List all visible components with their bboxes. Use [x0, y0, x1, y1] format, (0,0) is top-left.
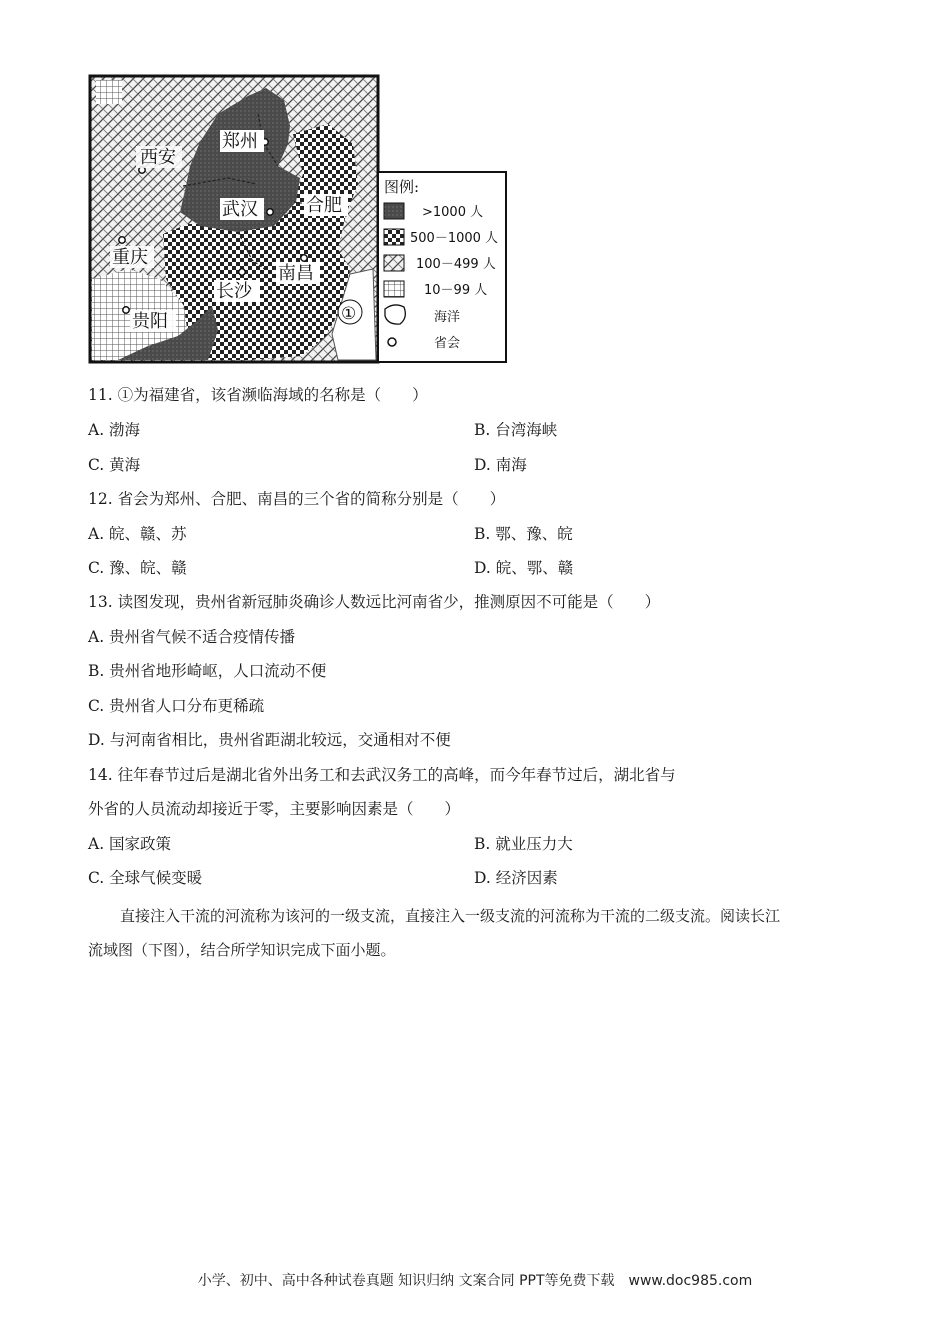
q11-option-a: A. 渤海: [88, 421, 141, 439]
legend-label: 10－99 人: [424, 283, 488, 298]
city-label-chongqing: 重庆: [112, 247, 148, 268]
question-14-stem-line1: 14. 往年春节过后是湖北省外出务工和去武汉务工的高峰，而今年春节过后，湖北省与: [88, 766, 676, 784]
q14-option-c: C. 全球气候变暖: [88, 869, 203, 887]
q11-option-b: B. 台湾海峡: [474, 421, 558, 439]
q14-option-d: D. 经济因素: [474, 869, 558, 887]
q14-option-b: B. 就业压力大: [474, 835, 573, 853]
q13-option-a: A. 贵州省气候不适合疫情传播: [88, 628, 296, 646]
legend-label: >1000 人: [422, 205, 484, 220]
region-grid-small: [96, 80, 122, 104]
question-11-stem: 11. ①为福建省，该省濒临海域的名称是（ ）: [88, 386, 428, 404]
legend-swatch-checker: [384, 229, 404, 245]
question-12-stem: 12. 省会为郑州、合肥、南昌的三个省的简称分别是（ ）: [88, 490, 506, 508]
q13-option-c: C. 贵州省人口分布更稀疏: [88, 697, 265, 715]
legend-swatch-circle: [388, 338, 396, 346]
legend-title: 图例:: [384, 178, 420, 196]
question-13-stem: 13. 读图发现，贵州省新冠肺炎确诊人数远比河南省少，推测原因不可能是（ ）: [88, 593, 661, 611]
capital-circle: [123, 307, 129, 313]
epidemic-map-figure: [88, 74, 508, 366]
page-footer: 小学、初中、高中各种试卷真题 知识归纳 文案合同 PPT等免费下载 www.doc985.com: [197, 1273, 753, 1289]
city-label-hefei: 合肥: [306, 195, 342, 216]
q12-option-c: C. 豫、皖、赣: [88, 559, 187, 577]
passage-line-1: 直接注入干流的河流称为该河的一级支流，直接注入一级支流的河流称为干流的二级支流。阅读长江: [120, 907, 781, 925]
legend-label: 500－1000 人: [410, 231, 499, 246]
passage-line-2: 流域图（下图），结合所学知识完成下面小题。: [88, 941, 396, 959]
q14-option-a: A. 国家政策: [88, 835, 172, 853]
legend-swatch-hatch: [384, 255, 404, 271]
city-label-nanchang: 南昌: [278, 263, 314, 284]
q11-option-c: C. 黄海: [88, 456, 141, 474]
q12-option-b: B. 鄂、豫、皖: [474, 525, 573, 543]
q12-option-d: D. 皖、鄂、赣: [474, 559, 574, 577]
legend-swatch-dark: [384, 203, 404, 219]
map-legend: [378, 172, 506, 362]
city-label-wuhan: 武汉: [222, 199, 258, 220]
capital-circle: [267, 209, 273, 215]
legend-label: 省会: [434, 336, 461, 351]
q13-option-d: D. 与河南省相比，贵州省距湖北较远，交通相对不便: [88, 731, 451, 749]
city-label-guiyang: 贵阳: [132, 311, 168, 332]
city-label-changsha: 长沙: [216, 281, 252, 302]
q11-option-d: D. 南海: [474, 456, 527, 474]
capital-circle: [119, 237, 125, 243]
fujian-marker: ①: [341, 304, 357, 324]
city-label-zhengzhou: 郑州: [222, 131, 258, 152]
city-label-xian: 西安: [140, 147, 176, 168]
legend-swatch-grid: [384, 281, 404, 297]
legend-label: 100－499 人: [416, 257, 496, 272]
capital-circle: [239, 269, 245, 275]
capital-circle: [301, 255, 307, 261]
legend-swatch-sea: [385, 305, 405, 324]
q13-option-b: B. 贵州省地形崎岖，人口流动不便: [88, 662, 327, 680]
legend-label: 海洋: [434, 310, 461, 325]
question-14-stem-line2: 外省的人员流动却接近于零，主要影响因素是（ ）: [88, 800, 461, 818]
q12-option-a: A. 皖、赣、苏: [88, 525, 187, 543]
